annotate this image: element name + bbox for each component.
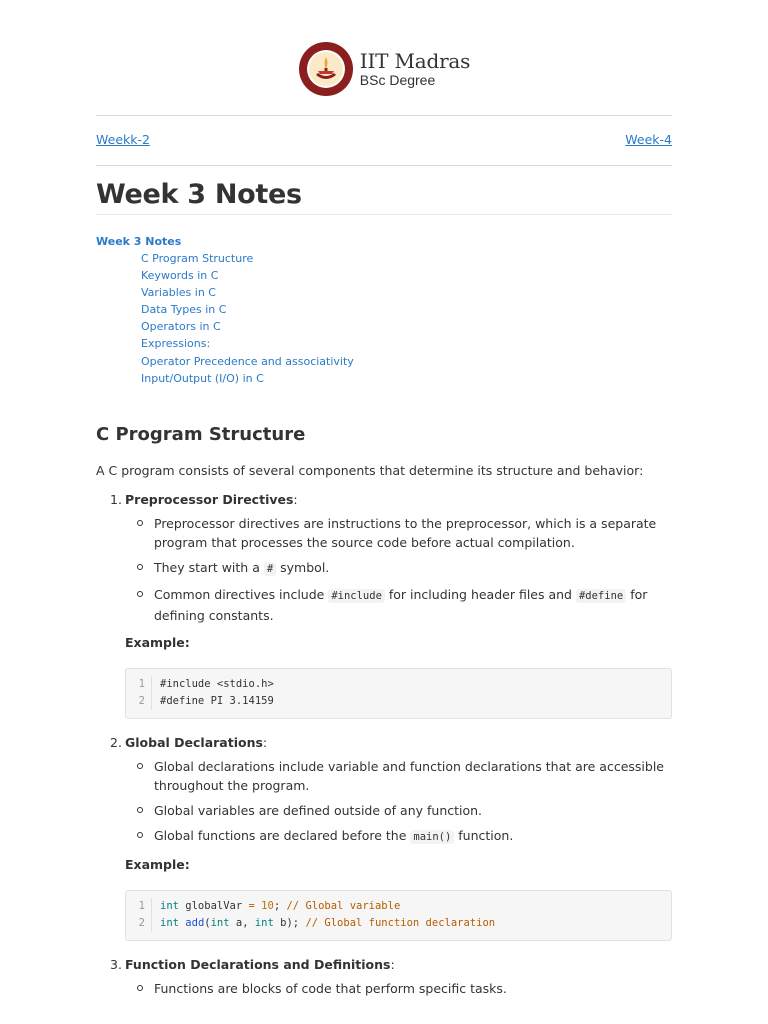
list-item: Global declarations include variable and function declarations that are accessible throughout the program.	[125, 757, 672, 795]
inline-code: #	[264, 562, 276, 576]
example-label: Example:	[125, 635, 190, 650]
line-number: 2	[126, 693, 152, 710]
nav-divider	[96, 165, 672, 166]
inline-code: #include	[328, 589, 385, 603]
code-line: 1 int globalVar = 10; // Global variable	[126, 898, 671, 915]
bullet-list	[125, 757, 672, 847]
next-week-link[interactable]: Week-4	[625, 132, 672, 147]
bullet-icon	[137, 520, 143, 526]
section-title: C Program Structure	[96, 424, 306, 445]
inline-code: main()	[410, 830, 454, 844]
section-intro: A C program consists of several components that determine its structure and behavior:	[96, 463, 644, 478]
item-heading: Preprocessor Directives	[125, 492, 294, 507]
line-number: 2	[126, 915, 152, 932]
code-line: 2 #define PI 3.14159	[126, 693, 671, 710]
toc-item-program-structure[interactable]: C Program Structure	[141, 252, 254, 265]
list-item: Common directives include #include for including header files and #define for defining constants.	[125, 585, 672, 625]
title-underline	[96, 214, 672, 215]
table-of-contents	[96, 233, 672, 387]
bullet-icon	[137, 763, 143, 769]
list-item-function-declarations: 3. Function Declarations and Definitions:	[110, 957, 395, 972]
bullet-icon	[137, 807, 143, 813]
toc-item-io[interactable]: Input/Output (I/O) in C	[141, 371, 264, 385]
bullet-icon	[137, 832, 143, 838]
site-header	[0, 40, 768, 98]
bullet-list	[125, 514, 672, 625]
code-line: 1 #include <stdio.h>	[126, 676, 671, 693]
line-number: 1	[126, 898, 152, 915]
section-content	[96, 461, 672, 1004]
prev-week-link[interactable]: Weekk-2	[96, 132, 150, 147]
bullet-icon	[137, 564, 143, 570]
toc-title-link[interactable]: Week 3 Notes	[96, 235, 182, 248]
list-item: Global functions are declared before the main() function.	[125, 826, 672, 847]
inline-code: #define	[576, 589, 626, 603]
item-heading: Global Declarations	[125, 735, 263, 750]
code-block[interactable]	[125, 890, 672, 941]
item-number: 1.	[110, 492, 122, 507]
line-number: 1	[126, 676, 152, 693]
item-number: 3.	[110, 957, 122, 972]
bullet-icon	[137, 985, 143, 991]
list-item: Global variables are defined outside of any function.	[125, 801, 672, 820]
code-block[interactable]	[125, 668, 672, 719]
list-item-global-declarations: 2. Global Declarations:	[110, 735, 268, 750]
toc-item-data-types[interactable]: Data Types in C	[141, 303, 227, 317]
item-number: 2.	[110, 735, 122, 750]
bullet-list	[125, 979, 672, 998]
toc-item-precedence[interactable]: Operator Precedence and associativity	[141, 354, 354, 368]
list-item: Functions are blocks of code that perform specific tasks.	[125, 979, 672, 998]
brand-subtitle: BSc Degree	[359, 72, 436, 88]
toc-item-operators[interactable]: Operators in C	[141, 320, 221, 334]
list-item: Preprocessor directives are instructions to the preprocessor, which is a separate program that processes the source code before actual compilation.	[125, 514, 672, 552]
page-title: Week 3 Notes	[96, 179, 302, 210]
toc-item-keywords[interactable]: Keywords in C	[141, 269, 219, 283]
bullet-icon	[137, 591, 143, 597]
toc-item-expressions[interactable]: Expressions:	[141, 337, 211, 351]
logo[interactable]	[298, 41, 470, 97]
list-item: They start with a # symbol.	[125, 558, 672, 579]
toc-item-variables[interactable]: Variables in C	[141, 286, 216, 300]
brand-name: IIT Madras	[359, 49, 471, 73]
top-divider	[96, 115, 672, 116]
code-line: 2 int add(int a, int b); // Global function declaration	[126, 915, 671, 932]
example-label: Example:	[125, 857, 190, 872]
iitm-seal-icon	[298, 41, 354, 97]
list-item-preprocessor: 1. Preprocessor Directives:	[110, 492, 298, 507]
item-heading: Function Declarations and Definitions	[125, 957, 391, 972]
